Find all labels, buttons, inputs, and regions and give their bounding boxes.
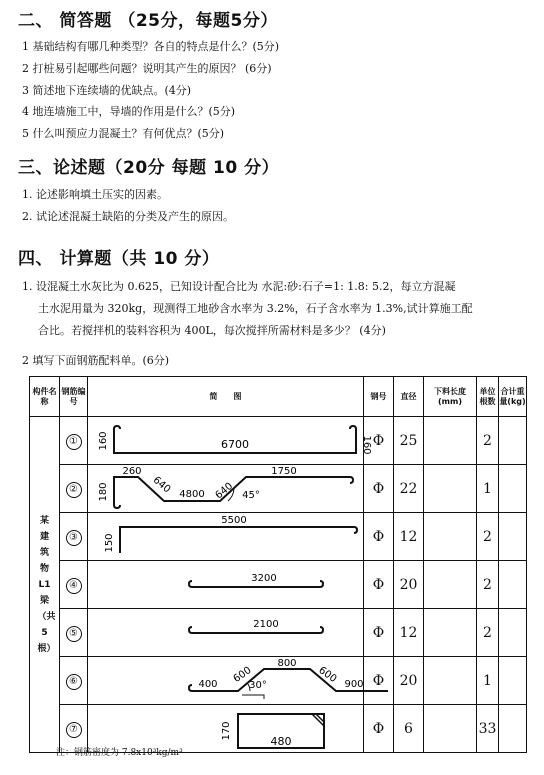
bar-count: 2	[477, 561, 499, 609]
bar-3-hook-label: 150	[104, 533, 115, 553]
question-4-1-line1: 1. 设混凝土水灰比为 0.625，已知设计配合比为 水泥:砂:石子=1: 1.8: 5.2，每立方混凝	[22, 280, 456, 293]
bar-diameter: 20	[394, 657, 424, 705]
steel-grade: Φ	[364, 705, 394, 753]
table-row	[30, 609, 527, 657]
total-weight-cell[interactable]	[499, 561, 527, 609]
bar-6-top-label: 800	[277, 658, 297, 669]
cut-length-cell[interactable]	[424, 513, 477, 561]
bar-3-diagram	[88, 513, 364, 560]
bar-diameter: 25	[394, 417, 424, 465]
bar-1-length-label: 6700	[221, 438, 249, 451]
bar-5-length-label: 2100	[253, 619, 279, 630]
bar-diameter: 6	[394, 705, 424, 753]
question-2-3: 3 简述地下连续墙的优缺点。(4分)	[22, 84, 192, 97]
table-row	[30, 561, 527, 609]
bar-count: 2	[477, 513, 499, 561]
header-grade: 钢号	[364, 377, 394, 417]
question-4-1-line2: 土水泥用量为 320kg，现测得工地砂含水率为 3.2%，石子含水率为 1.3%,试计算施工配	[38, 302, 473, 315]
bar-number: ①	[66, 434, 82, 450]
header-member: 构件名称	[30, 377, 60, 417]
bar-6-left-label: 400	[198, 679, 218, 690]
bar-1-diagram	[88, 417, 372, 464]
total-weight-cell[interactable]	[499, 657, 527, 705]
bar-7-width-label: 480	[270, 735, 292, 748]
bar-4-diagram	[88, 561, 364, 608]
shape-cell	[88, 465, 364, 513]
question-3-1: 1. 论述影响填土压实的因素。	[22, 188, 168, 201]
table-row	[30, 513, 527, 561]
question-4-1-line3: 合比。若搅拌机的装料容积为 400L，每次搅拌所需材料是多少？ (4分)	[38, 324, 386, 337]
bar-5-diagram	[88, 609, 364, 656]
cut-length-cell[interactable]	[424, 417, 477, 465]
bar-number: ⑤	[66, 626, 82, 642]
cut-length-cell[interactable]	[424, 705, 477, 753]
bar-7-height-label: 170	[221, 721, 232, 741]
steel-grade: Φ	[364, 561, 394, 609]
table-header-row	[30, 377, 527, 417]
shape-cell	[88, 561, 364, 609]
shape-cell	[88, 657, 364, 705]
question-2-4: 4 地连墙施工中，导墙的作用是什么？(5分)	[22, 105, 236, 118]
total-weight-cell[interactable]	[499, 609, 527, 657]
bar-number: ③	[66, 530, 82, 546]
table-row	[30, 465, 527, 513]
table-row	[30, 657, 527, 705]
shape-cell	[88, 609, 364, 657]
shape-cell	[88, 417, 372, 465]
steel-grade: Φ	[364, 417, 394, 465]
question-4-2: 2 填写下面钢筋配料单。(6分)	[22, 354, 170, 367]
bar-2-top-left-label: 260	[122, 466, 142, 477]
bar-number: ⑥	[66, 674, 82, 690]
steel-grade: Φ	[364, 465, 394, 513]
bar-1-hook-right-label: 160	[361, 435, 372, 455]
bar-count: 1	[477, 657, 499, 705]
steel-grade: Φ	[364, 609, 394, 657]
section-4-heading: 四、 计算题（共 10 分）	[18, 249, 220, 269]
bar-4-length-label: 3200	[251, 573, 277, 584]
steel-grade: Φ	[364, 657, 394, 705]
bar-count: 2	[477, 609, 499, 657]
bar-count: 33	[477, 705, 499, 753]
bar-6-right-label: 900	[344, 679, 364, 690]
question-3-2: 2. 试论述混凝土缺陷的分类及产生的原因。	[22, 210, 234, 223]
bar-1-hook-left-label: 160	[98, 431, 109, 451]
member-name: 某建筑物L1梁（共5根）	[37, 515, 56, 654]
header-dia: 直径	[394, 377, 424, 417]
bar-number: ②	[66, 482, 82, 498]
bar-diameter: 20	[394, 561, 424, 609]
steel-grade: Φ	[364, 513, 394, 561]
bar-2-diagram	[88, 465, 364, 512]
question-2-1: 1 基础结构有哪几种类型？各自的特点是什么？(5分)	[22, 40, 280, 53]
bar-6-diagram	[88, 657, 364, 704]
header-bar-no: 钢筋编号	[60, 377, 88, 417]
cut-length-cell[interactable]	[424, 657, 477, 705]
header-shape: 简 图	[88, 377, 364, 417]
cut-length-cell[interactable]	[424, 465, 477, 513]
bar-6-bend-right-label: 600	[316, 664, 339, 685]
bar-2-bottom-label: 4800	[179, 489, 205, 500]
bar-count: 1	[477, 465, 499, 513]
bar-6-bend-left-label: 600	[231, 664, 254, 685]
bar-diameter: 12	[394, 513, 424, 561]
total-weight-cell[interactable]	[499, 513, 527, 561]
cut-length-cell[interactable]	[424, 561, 477, 609]
rebar-schedule-table	[29, 376, 527, 753]
section-3-heading: 三、论述题（20分 每题 10 分）	[18, 158, 280, 178]
bar-diameter: 12	[394, 609, 424, 657]
bar-2-bend-right-label: 640	[213, 480, 236, 502]
bar-number: ④	[66, 578, 82, 594]
section-2-heading: 二、 简答题 （25分，每题5分）	[18, 11, 278, 31]
member-name-cell	[30, 417, 60, 753]
question-2-5: 5 什么叫预应力混凝土？有何优点？(5分)	[22, 127, 225, 140]
total-weight-cell[interactable]	[499, 465, 527, 513]
bar-diameter: 22	[394, 465, 424, 513]
bar-2-top-right-label: 1750	[271, 466, 297, 477]
footnote: 注：钢筋密度为 7.8x10³kg/m³	[56, 748, 183, 758]
total-weight-cell[interactable]	[499, 417, 527, 465]
bar-number: ⑦	[66, 722, 82, 738]
table-row	[30, 417, 527, 465]
cut-length-cell[interactable]	[424, 609, 477, 657]
bar-3-length-label: 5500	[221, 515, 247, 526]
header-count: 单位根数	[477, 377, 499, 417]
bar-6-angle-label: 30°	[249, 680, 267, 691]
header-cut-length: 下料长度(mm)	[424, 377, 477, 417]
header-total-weight: 合计重量(kg)	[499, 377, 527, 417]
shape-cell	[88, 513, 364, 561]
question-2-2: 2 打桩易引起哪些问题？说明其产生的原因？ (6分)	[22, 62, 272, 75]
bar-2-bend-left-label: 640	[150, 474, 173, 496]
bar-2-vertical-label: 180	[98, 482, 109, 502]
bar-count: 2	[477, 417, 499, 465]
bar-2-angle-label: 45°	[242, 490, 260, 501]
total-weight-cell[interactable]	[499, 705, 527, 753]
